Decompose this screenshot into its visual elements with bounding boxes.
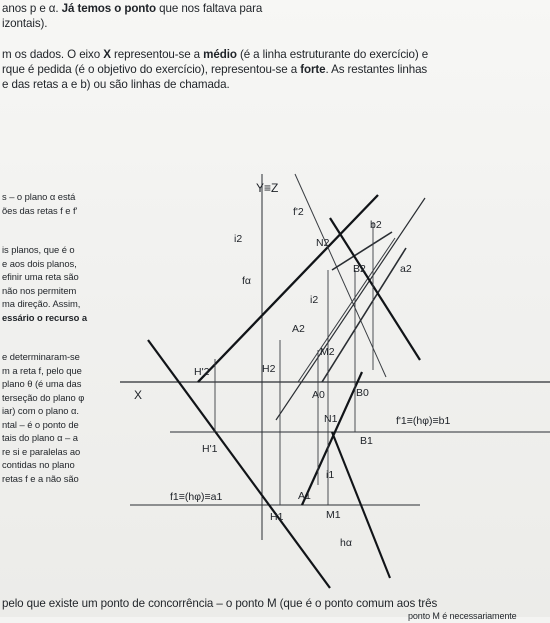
bottom-line: pelo que existe um ponto de concorrência – o ponto M (que é o ponto comum aos três [2,597,438,610]
label-b2: b2 [370,219,382,231]
label-f1-prime: f'1≡(hφ)≡b1 [396,415,451,427]
line-f2 [276,198,425,420]
para1-line2: rque é pedida (é o objetivo do exercício), representou-se a forte. As restantes linhas [2,63,428,76]
label-h1-prime: H'1 [202,443,218,455]
label-m1: M1 [326,509,341,521]
geometry-figure [120,150,550,595]
line-i2 [298,238,395,382]
label-b1: B1 [360,435,373,447]
line-h-alpha [148,340,330,588]
label-h2: H2 [262,363,276,375]
bottom-tail: ponto M é necessariamente [408,611,517,621]
top-line-1: anos p e α. Já temos o ponto que nos faltava para [2,2,263,15]
para1-line1: m os dados. O eixo X representou-se a médio (é a linha estruturante do exercício) e [2,48,429,61]
para1-line3: e das retas a e b) ou são linhas de chamada. [2,78,230,91]
label-i2: i2 [310,294,319,306]
label-i1: i1 [326,469,335,481]
line-f-alpha [198,195,378,382]
label-a0: A0 [312,389,325,401]
label-h-alpha: hα [340,537,352,549]
yz-axis-label: Y≡Z [256,181,279,195]
label-m2: M2 [320,346,335,358]
top-line-2: izontais). [2,17,48,30]
label-n2: N2 [316,237,330,249]
label-f2: i2 [234,233,243,245]
label-a2-point: A2 [292,323,305,335]
x-axis-label: X [134,388,143,402]
label-b0: B0 [356,387,369,399]
label-n1: N1 [324,413,338,425]
label-h1: H1 [270,511,284,523]
label-a1: A1 [298,490,311,502]
label-h2-prime: H'2 [194,366,210,378]
label-b2-point: B2 [353,263,366,275]
label-f1: f1≡(hφ)≡a1 [170,491,223,503]
label-f-alpha: fα [242,275,251,287]
projection-diagram [120,150,550,595]
label-a2: a2 [400,263,412,275]
line-n2-diag [330,218,420,360]
left-col: s – o plano α está ões das retas f e f' is planos, que é o e aos dois planos, efinir uma reta são não nos permitem ma direção. Assim, essário o recurso a e determinaram-se m a reta f, pelo que plano θ (é uma das terseção do plano φ iar) com o plano α. ntal – é o ponto de tais do plano α – a re si e paralelas ao contidas no plano retas f e a não são [2,191,88,484]
label-f2-prime: f'2 [293,206,304,218]
